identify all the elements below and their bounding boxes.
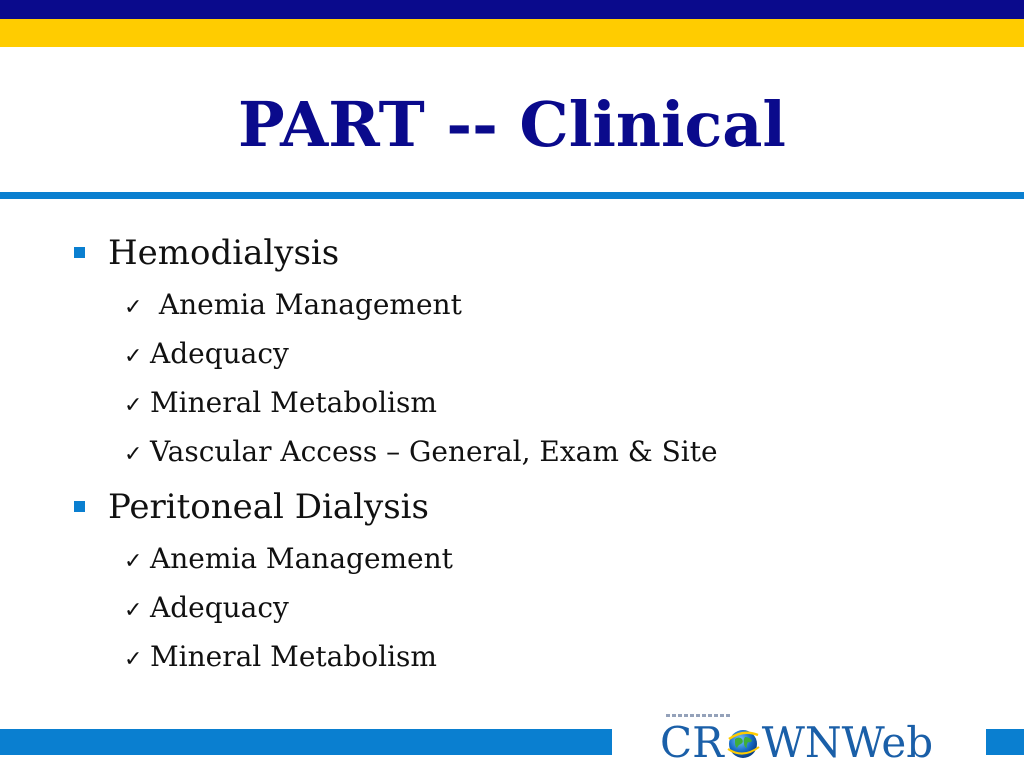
list-item: [124, 542, 453, 579]
list-item: [124, 288, 462, 325]
list-item: [124, 591, 289, 628]
list-item-label: Vascular Access – General, Exam & Site: [150, 435, 718, 468]
list-item: [124, 435, 718, 472]
checkmark-icon: ✓: [124, 647, 143, 672]
checkmark-icon: ✓: [124, 295, 143, 320]
list-item-label: Mineral Metabolism: [150, 386, 437, 419]
list-item: [124, 640, 437, 677]
checkmark-icon: ✓: [124, 344, 143, 369]
footer-blue-band-right: [986, 729, 1024, 755]
slide-title: PART -- Clinical: [238, 88, 786, 161]
logo-text-suffix: WNWeb: [761, 718, 934, 767]
list-item-label: Mineral Metabolism: [150, 640, 437, 673]
checkmark-icon: ✓: [124, 549, 143, 574]
checkmark-icon: ✓: [124, 442, 143, 467]
globe-icon: [725, 725, 761, 761]
crownweb-logo: [658, 706, 958, 766]
section-label: Hemodialysis: [108, 233, 340, 273]
list-item-label: Anemia Management: [150, 542, 453, 575]
logo-tagline-mark: [666, 714, 732, 717]
title-divider: [0, 192, 1024, 199]
square-bullet-icon: [74, 247, 85, 258]
footer-blue-band-left: [0, 729, 612, 755]
checkmark-icon: ✓: [124, 598, 143, 623]
checkmark-icon: ✓: [124, 393, 143, 418]
top-navy-band: [0, 0, 1024, 19]
list-item-label: Adequacy: [150, 591, 289, 624]
list-item-label: Anemia Management: [150, 288, 462, 321]
list-item: [124, 337, 289, 374]
square-bullet-icon: [74, 501, 85, 512]
top-yellow-band: [0, 19, 1024, 47]
list-item-label: Adequacy: [150, 337, 289, 370]
logo-wordmark: [660, 720, 933, 766]
list-item: [124, 386, 437, 423]
section-label: Peritoneal Dialysis: [108, 487, 429, 527]
logo-text-prefix: CR: [660, 718, 724, 767]
